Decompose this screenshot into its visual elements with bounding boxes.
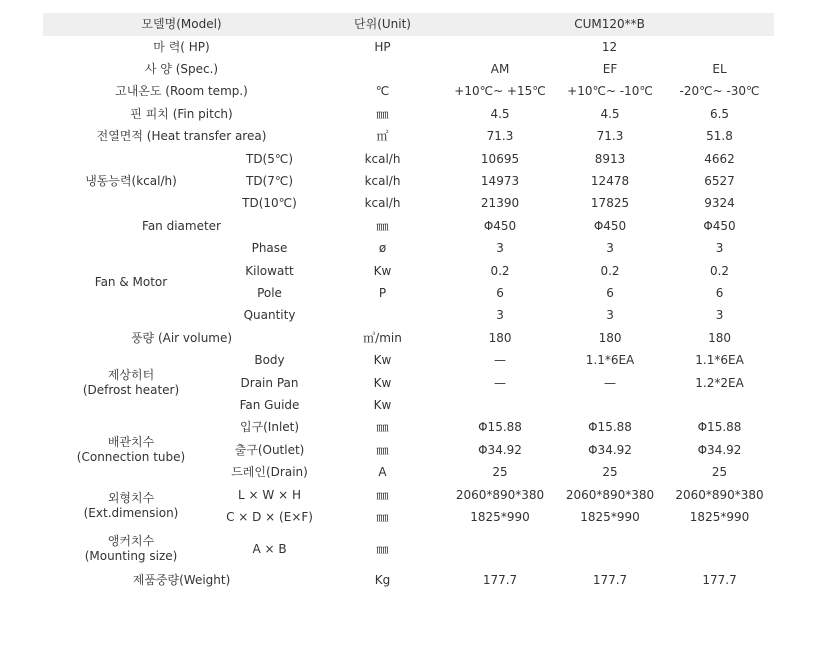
fan-phase-unit: ø	[378, 241, 387, 256]
connection-drain-el: 25	[711, 465, 728, 480]
defrost-label	[43, 349, 219, 416]
fan-diameter-el: Φ450	[703, 218, 736, 233]
ext-lwh-el: 2060*890*380	[675, 487, 764, 502]
spec-unit	[320, 58, 445, 80]
hp-value: 12	[601, 39, 618, 54]
air-volume-unit: ㎥/min	[363, 330, 402, 345]
connection-inlet-am: Φ15.88	[478, 420, 522, 435]
ext-cdef-label: C × D × (E×F)	[226, 509, 313, 524]
ext-dimension-label	[43, 484, 219, 529]
mounting-label-en: (Mounting size)	[84, 549, 178, 564]
spec-am: AM	[490, 62, 510, 77]
row-ext-lwh	[43, 484, 774, 506]
fan-kilowatt-ef: 0.2	[600, 263, 620, 278]
connection-label-ko: 배관치수	[107, 435, 155, 450]
heat-area-am: 71.3	[486, 129, 514, 144]
row-fan-phase	[43, 238, 774, 260]
heat-area-ef: 71.3	[596, 129, 624, 144]
row-hp	[43, 36, 774, 58]
ext-cdef-unit: ㎜	[376, 509, 389, 524]
connection-outlet-ef: Φ34.92	[588, 442, 632, 457]
fan-diameter-ef: Φ450	[593, 218, 627, 233]
spec-label: 사 양 (Spec.)	[144, 62, 219, 77]
fan-kilowatt-am: 0.2	[490, 263, 510, 278]
fin-pitch-el: 6.5	[709, 106, 730, 121]
air-volume-ef: 180	[598, 330, 622, 345]
capacity-td5-label: TD(5℃)	[245, 151, 294, 166]
ext-cdef-el: 1825*990	[689, 509, 750, 524]
capacity-td5-el: 4662	[704, 151, 735, 166]
fan-pole-el: 6	[715, 285, 724, 300]
fin-pitch-ef: 4.5	[600, 106, 620, 121]
capacity-td7-ef: 12478	[590, 174, 630, 189]
fan-kilowatt-unit: Kw	[373, 263, 392, 278]
fan-pole-unit: P	[378, 285, 387, 300]
connection-label-en: (Connection tube)	[76, 450, 186, 465]
row-weight	[43, 570, 774, 592]
fan-phase-ef: 3	[606, 241, 614, 256]
capacity-label: 냉동능력(kcal/h)	[85, 174, 177, 189]
connection-label	[43, 417, 219, 484]
fan-phase-am: 3	[496, 241, 504, 256]
ext-cdef-ef: 1825*990	[580, 509, 640, 524]
ext-dimension-label-ko: 외형치수	[107, 491, 155, 506]
connection-outlet-label: 출구(Outlet)	[234, 442, 305, 457]
defrost-fan-guide-ef	[555, 394, 665, 416]
capacity-td7-am: 14973	[480, 174, 520, 189]
capacity-td7-unit: kcal/h	[364, 174, 401, 189]
defrost-drain-pan-label: Drain Pan	[240, 375, 299, 390]
mounting-ef	[555, 529, 665, 570]
connection-inlet-unit: ㎜	[376, 420, 389, 435]
fan-quantity-label: Quantity	[243, 308, 296, 323]
defrost-drain-pan-am: —	[494, 375, 507, 390]
fin-pitch-am: 4.5	[490, 106, 510, 121]
ext-lwh-unit: ㎜	[376, 487, 389, 502]
defrost-label-ko: 제상히터	[107, 368, 155, 383]
connection-outlet-unit: ㎜	[376, 442, 389, 457]
connection-outlet-el: Φ34.92	[697, 442, 742, 457]
row-fan-diameter	[43, 215, 774, 237]
air-volume-am: 180	[488, 330, 512, 345]
weight-ef: 177.7	[592, 573, 628, 588]
capacity-td7-label: TD(7℃)	[245, 174, 294, 189]
fan-diameter-label: Fan diameter	[142, 218, 221, 233]
fan-pole-ef: 6	[606, 285, 614, 300]
row-fin-pitch	[43, 103, 774, 125]
row-room-temp	[43, 81, 774, 103]
fin-pitch-label: 핀 피치 (Fin pitch)	[130, 106, 233, 121]
row-air-volume	[43, 327, 774, 349]
fan-diameter-unit: ㎜	[376, 218, 389, 233]
fan-phase-label: Phase	[251, 241, 288, 256]
connection-drain-unit: A	[378, 465, 387, 480]
weight-label: 제품중량(Weight)	[132, 573, 231, 588]
fin-pitch-unit: ㎜	[376, 106, 389, 121]
heat-area-el: 51.8	[706, 129, 733, 144]
heat-area-unit: ㎡	[376, 129, 389, 144]
header-unit-label: 단위(Unit)	[320, 13, 445, 36]
mounting-el	[665, 529, 774, 570]
connection-drain-label: 드레인(Drain)	[231, 465, 308, 480]
capacity-td10-unit: kcal/h	[364, 196, 401, 211]
hp-label: 마 력( HP)	[153, 39, 210, 54]
room-temp-am: +10℃~ +15℃	[454, 84, 546, 99]
defrost-body-el: 1.1*6EA	[695, 353, 744, 368]
spec-el: EL	[712, 62, 727, 77]
defrost-fan-guide-unit: Kw	[373, 397, 392, 412]
weight-el: 177.7	[702, 573, 737, 588]
row-mounting	[43, 529, 774, 570]
capacity-td10-el: 9324	[704, 196, 735, 211]
defrost-drain-pan-unit: Kw	[373, 375, 392, 390]
header-model-label: 모델명(Model)	[43, 13, 320, 36]
weight-am: 177.7	[482, 573, 518, 588]
mounting-unit: ㎜	[376, 541, 389, 556]
capacity-td5-ef: 8913	[594, 151, 626, 166]
capacity-td10-ef: 17825	[590, 196, 630, 211]
fan-quantity-el: 3	[715, 308, 724, 323]
defrost-fan-guide-el	[665, 394, 774, 416]
mounting-label	[43, 529, 219, 570]
room-temp-ef: +10℃~ -10℃	[567, 84, 653, 99]
defrost-body-label: Body	[254, 353, 285, 368]
defrost-drain-pan-el: 1.2*2EA	[695, 375, 744, 390]
fan-motor-label: Fan & Motor	[94, 274, 168, 289]
air-volume-el: 180	[708, 330, 731, 345]
header-model-name: CUM120**B	[445, 13, 774, 36]
mounting-am	[445, 529, 555, 570]
defrost-label-en: (Defrost heater)	[82, 383, 180, 398]
ext-cdef-am: 1825*990	[470, 509, 530, 524]
connection-inlet-ef: Φ15.88	[588, 420, 632, 435]
defrost-fan-guide-am	[445, 394, 555, 416]
header-row	[43, 13, 774, 36]
room-temp-label: 고내온도 (Room temp.)	[115, 84, 248, 99]
spec-ef: EF	[602, 62, 618, 77]
capacity-td10-label: TD(10℃)	[242, 196, 297, 211]
ext-dimension-label-en: (Ext.dimension)	[83, 506, 179, 521]
defrost-body-ef: 1.1*6EA	[585, 353, 635, 368]
connection-inlet-label: 입구(Inlet)	[239, 420, 300, 435]
row-capacity-td5	[43, 148, 774, 170]
capacity-td10-am: 21390	[480, 196, 520, 211]
row-spec	[43, 58, 774, 80]
capacity-td7-el: 6527	[704, 174, 735, 189]
fan-phase-el: 3	[715, 241, 724, 256]
weight-unit: Kg	[374, 573, 391, 588]
fan-quantity-am: 3	[496, 308, 504, 323]
connection-drain-am: 25	[492, 465, 508, 480]
air-volume-label: 풍량 (Air volume)	[130, 330, 233, 345]
capacity-td5-unit: kcal/h	[364, 151, 401, 166]
defrost-body-unit: Kw	[373, 353, 392, 368]
row-defrost-body	[43, 349, 774, 371]
ext-lwh-ef: 2060*890*380	[565, 487, 655, 502]
room-temp-unit: ℃	[375, 84, 390, 99]
row-connection-inlet	[43, 417, 774, 439]
defrost-drain-pan-ef: —	[604, 375, 617, 390]
defrost-body-am: —	[494, 353, 507, 368]
fan-pole-am: 6	[496, 285, 504, 300]
hp-unit: HP	[374, 39, 391, 54]
mounting-sub-label: A × B	[252, 541, 287, 556]
room-temp-el: -20℃~ -30℃	[679, 84, 760, 99]
heat-area-label: 전열면적 (Heat transfer area)	[96, 129, 267, 144]
fan-quantity-unit	[320, 305, 445, 327]
defrost-fan-guide-label: Fan Guide	[239, 397, 300, 412]
row-heat-area	[43, 126, 774, 148]
fan-pole-label: Pole	[257, 285, 282, 300]
connection-drain-ef: 25	[602, 465, 618, 480]
ext-lwh-label: L × W × H	[238, 487, 301, 502]
ext-lwh-am: 2060*890*380	[455, 487, 545, 502]
capacity-td5-am: 10695	[480, 151, 520, 166]
spec-table	[43, 13, 774, 592]
fan-kilowatt-label: Kilowatt	[245, 263, 294, 278]
mounting-label-ko: 앵커치수	[107, 534, 155, 549]
connection-outlet-am: Φ34.92	[478, 442, 522, 457]
fan-quantity-ef: 3	[606, 308, 614, 323]
connection-inlet-el: Φ15.88	[697, 420, 742, 435]
fan-kilowatt-el: 0.2	[709, 263, 730, 278]
fan-diameter-am: Φ450	[483, 218, 517, 233]
